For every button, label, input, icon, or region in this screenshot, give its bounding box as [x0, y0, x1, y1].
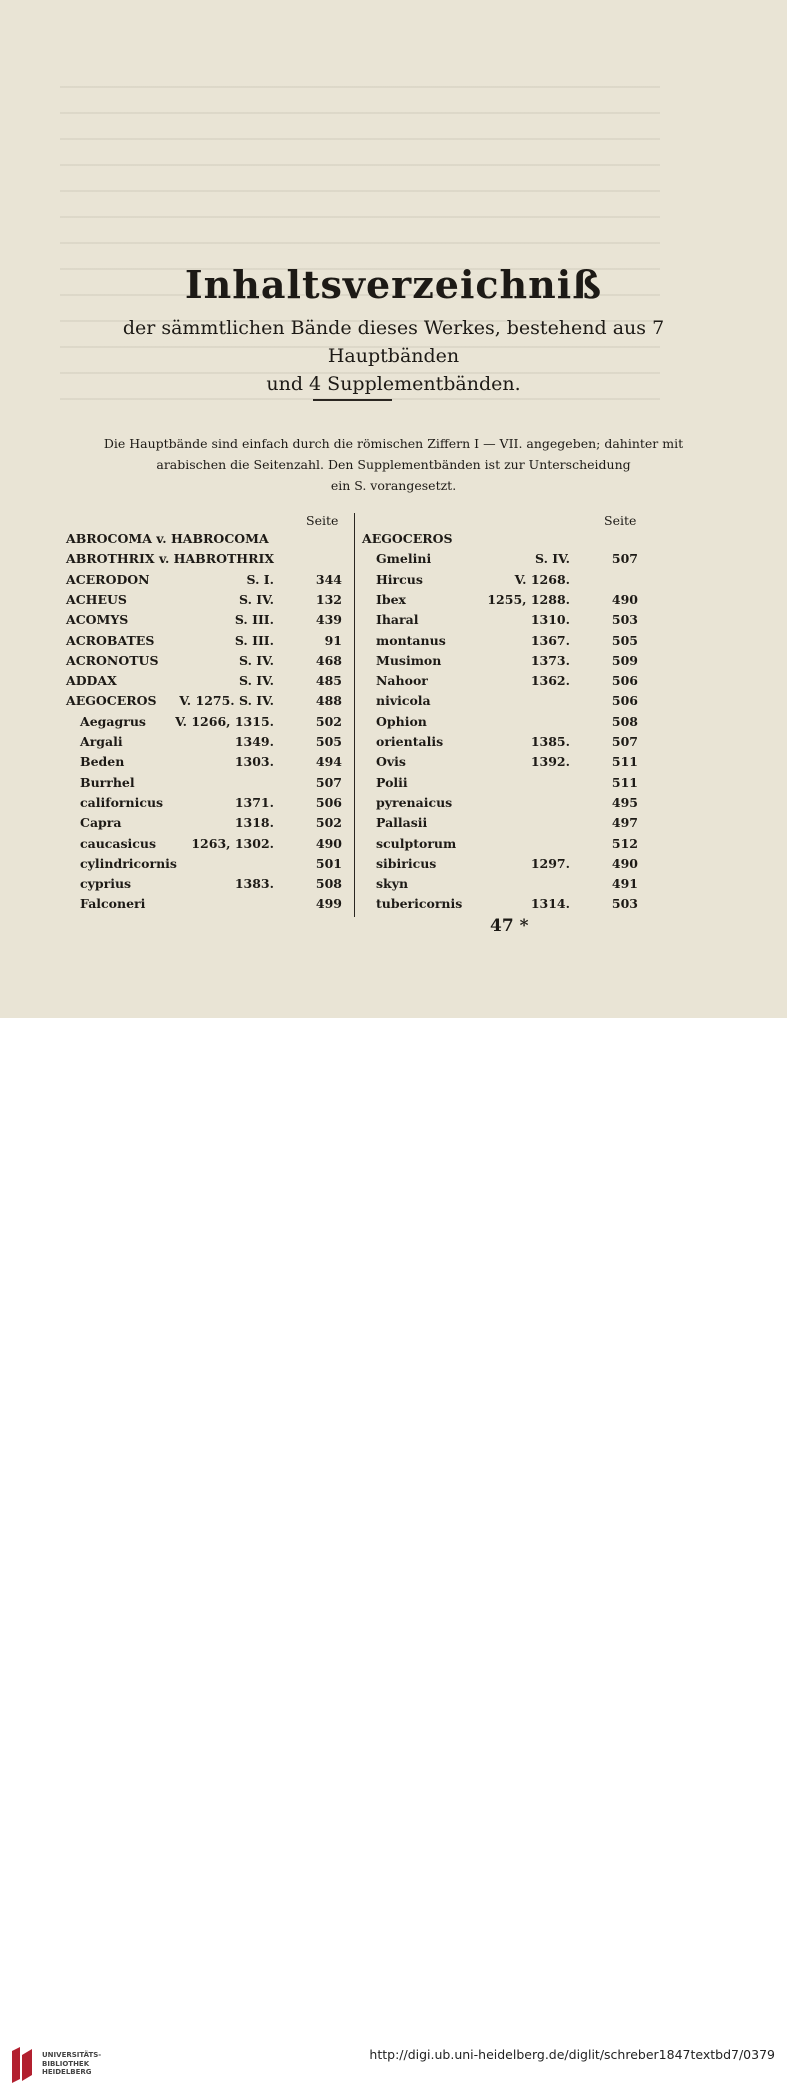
index-entry	[362, 813, 638, 833]
entry-name: tubericornis	[376, 896, 463, 912]
page-number: 47 *	[490, 916, 529, 936]
entry-volume-refs: 1362.	[530, 673, 570, 689]
source-url-link[interactable]: http://digi.ub.uni-heidelberg.de/diglit/schreber1847textbd7/0379	[369, 2047, 775, 2062]
entry-volume-refs: S. I.	[246, 571, 274, 587]
entry-name: ACROBATES	[66, 632, 155, 648]
divider-rule	[313, 399, 392, 401]
entry-name: ACERODON	[66, 571, 150, 587]
entry-name: ADDAX	[66, 673, 117, 689]
entry-name: montanus	[376, 632, 446, 648]
seite-header-left: Seite	[306, 513, 339, 528]
index-entry	[362, 610, 638, 630]
entry-name: ACHEUS	[66, 591, 127, 607]
entry-name: Falconeri	[80, 896, 146, 912]
index-entry	[362, 732, 638, 752]
index-entry	[362, 529, 638, 549]
index-entry	[362, 752, 638, 772]
entry-name: Ophion	[376, 713, 427, 729]
entry-page: 501	[315, 855, 342, 871]
entry-volume-refs: S. IV.	[239, 652, 274, 668]
column-divider	[354, 513, 355, 917]
entry-name: Iharal	[376, 612, 419, 628]
entry-name: Capra	[80, 815, 122, 831]
entry-name: californicus	[80, 794, 164, 810]
entry-name: Argali	[80, 734, 123, 749]
entry-volume-refs: 1392.	[530, 754, 570, 770]
entry-page: 488	[315, 693, 342, 709]
entry-name: cylindricornis	[80, 855, 177, 871]
entry-page: 485	[315, 673, 342, 689]
index-entry	[362, 712, 638, 732]
index-entry	[66, 813, 342, 833]
library-line-3: HEIDELBERG	[42, 2068, 92, 2076]
index-entry	[66, 671, 342, 691]
entry-name: caucasicus	[80, 835, 157, 851]
note-line-2: arabischen die Seitenzahl. Den Supplementbänden ist zur Unterscheidung	[156, 457, 631, 472]
seite-header-right: Seite	[604, 513, 637, 528]
entry-volume-refs: 1314.	[530, 896, 570, 912]
index-entry	[362, 691, 638, 711]
entry-name: cyprius	[80, 876, 132, 892]
entry-name: Nahoor	[376, 673, 428, 689]
entry-volume-refs: S. IV.	[535, 551, 570, 567]
entry-page: 508	[315, 876, 342, 892]
entry-volume-refs: 1349.	[234, 734, 274, 749]
page-title: Inhaltsverzeichniß	[184, 262, 603, 307]
index-entry	[362, 854, 638, 874]
index-entry	[66, 854, 342, 874]
library-name	[42, 2051, 101, 2077]
entry-name: Musimon	[376, 652, 442, 668]
entry-page: 507	[611, 551, 638, 567]
entry-page: 511	[611, 754, 638, 770]
entry-volume-refs: 1310.	[530, 612, 570, 628]
entry-page: 506	[611, 673, 638, 689]
university-logo-icon	[10, 2045, 34, 2085]
entry-name: skyn	[376, 876, 409, 892]
entry-page: 490	[315, 835, 342, 851]
entry-name: AEGOCEROS	[66, 693, 157, 709]
note-line-3: ein S. vorangesetzt.	[330, 478, 457, 493]
index-entry	[362, 549, 638, 569]
entry-name: Burrhel	[80, 774, 135, 790]
entry-page: 490	[611, 855, 638, 871]
index-entry	[66, 834, 342, 854]
entry-page: 507	[315, 774, 342, 790]
index-entry	[66, 610, 342, 630]
index-entry	[66, 549, 342, 569]
index-entry	[66, 570, 342, 590]
entry-name: Pallasii	[376, 815, 428, 831]
entry-page: 497	[611, 815, 638, 831]
entry-name: Hircus	[376, 571, 423, 587]
entry-name: Ibex	[376, 591, 406, 607]
note-line-1: Die Hauptbände sind einfach durch die römischen Ziffern I — VII. angegeben; dahinter mit	[103, 436, 684, 451]
viewer-footer	[0, 1018, 787, 2076]
entry-volume-refs: V. 1266, 1315.	[175, 713, 274, 729]
entry-volume-refs: S. IV.	[239, 673, 274, 689]
index-entry	[362, 631, 638, 651]
entry-volume-refs: S. III.	[234, 632, 274, 648]
index-entry	[362, 773, 638, 793]
entry-volume-refs: 1297.	[530, 855, 570, 871]
entry-name: ABROCOMA v. HABROCOMA	[66, 531, 269, 546]
entry-page: 499	[315, 896, 342, 912]
entry-page: 512	[611, 835, 638, 851]
index-entry	[66, 752, 342, 772]
entry-page: 509	[611, 652, 638, 668]
index-entry	[66, 773, 342, 793]
entry-page: 91	[324, 632, 342, 648]
entry-volume-refs: 1371.	[234, 794, 274, 810]
entry-page: 502	[315, 815, 342, 831]
entry-name: Gmelini	[376, 551, 432, 567]
entry-volume-refs: 1385.	[530, 734, 570, 749]
index-entry	[66, 732, 342, 752]
entry-name: nivicola	[376, 693, 431, 709]
index-entry	[66, 894, 342, 914]
entry-name: sculptorum	[376, 835, 457, 851]
entry-volume-refs: 1367.	[530, 632, 570, 648]
entry-name: ACRONOTUS	[66, 652, 159, 668]
entry-volume-refs: S. IV.	[239, 591, 274, 607]
entry-page: 505	[315, 734, 342, 749]
entry-page: 491	[611, 876, 638, 892]
entry-name: Aegagrus	[80, 713, 146, 729]
entry-page: 507	[611, 734, 638, 749]
index-entry	[66, 529, 342, 549]
entry-page: 503	[611, 612, 638, 628]
entry-page: 508	[611, 713, 638, 729]
entry-volume-refs: 1373.	[530, 652, 570, 668]
entry-volume-refs: V. 1275. S. IV.	[179, 693, 274, 709]
entry-name: ABROTHRIX v. HABROTHRIX	[66, 551, 275, 567]
entry-name: AEGOCEROS	[362, 531, 453, 546]
index-entry	[362, 671, 638, 691]
index-entry	[66, 874, 342, 894]
entry-page: 132	[315, 591, 342, 607]
index-entry	[362, 793, 638, 813]
entry-name: ACOMYS	[66, 612, 129, 628]
entry-name: Beden	[80, 754, 125, 770]
entry-page: 439	[315, 612, 342, 628]
index-entry	[66, 631, 342, 651]
entry-volume-refs: 1303.	[234, 754, 274, 770]
index-entry	[362, 874, 638, 894]
library-line-2: BIBLIOTHEK	[42, 2059, 90, 2068]
index-entry	[362, 894, 638, 914]
subtitle-line-2: und 4 Supplementbänden.	[266, 373, 521, 395]
index-entry	[66, 793, 342, 813]
entry-volume-refs: 1263, 1302.	[191, 835, 274, 851]
index-entry	[66, 712, 342, 732]
entry-page: 511	[611, 774, 638, 790]
entry-volume-refs: V. 1268.	[514, 571, 570, 587]
library-line-1: UNIVERSITÄTS-	[42, 2051, 102, 2059]
entry-volume-refs: 1255, 1288.	[487, 591, 570, 607]
entry-name: Polii	[376, 774, 408, 790]
entry-name: pyrenaicus	[376, 794, 453, 810]
entry-page: 502	[315, 713, 342, 729]
entry-volume-refs: 1383.	[234, 876, 274, 892]
entry-volume-refs: 1318.	[234, 815, 274, 831]
entry-page: 495	[611, 794, 638, 810]
page-subtitle	[60, 314, 727, 398]
entry-page: 506	[315, 794, 342, 810]
entry-page: 503	[611, 896, 638, 912]
index-entry	[362, 651, 638, 671]
entry-page: 468	[315, 652, 342, 668]
index-entry	[66, 590, 342, 610]
entry-page: 506	[611, 693, 638, 709]
index-entry	[66, 651, 342, 671]
index-entry	[362, 570, 638, 590]
index-entry	[66, 691, 342, 711]
entry-name: sibiricus	[376, 855, 437, 871]
entry-volume-refs: S. III.	[234, 612, 274, 628]
subtitle-line-1: der sämmtlichen Bände dieses Werkes, bestehend aus 7 Hauptbänden	[122, 317, 665, 367]
entry-page: 490	[611, 591, 638, 607]
scanned-page	[0, 0, 787, 1018]
explanatory-note	[80, 433, 707, 496]
entry-page: 505	[611, 632, 638, 648]
entry-name: Ovis	[376, 754, 406, 770]
entry-name: orientalis	[376, 734, 444, 749]
index-entry	[362, 834, 638, 854]
entry-page: 494	[315, 754, 342, 770]
entry-page: 344	[315, 571, 342, 587]
index-entry	[362, 590, 638, 610]
